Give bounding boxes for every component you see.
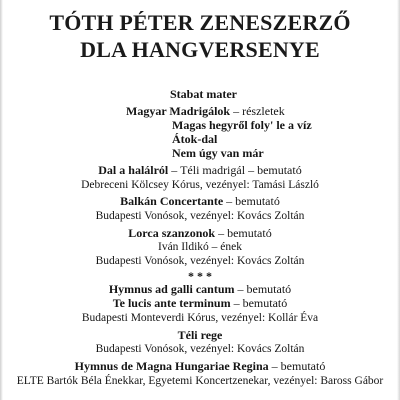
performer-lorca: Budapesti Vonósok, vezényel: Kovács Zoltán: [95, 255, 305, 267]
piece-hymnus-ad-galli-cantum: [0, 282, 400, 296]
separator: –: [168, 163, 181, 177]
madrigal-part-2: Átok-dal: [172, 132, 218, 146]
piece-note: – bemutató: [234, 282, 292, 296]
performer-teli: Budapesti Vonósok, vezényel: Kovács Zoltán: [95, 343, 305, 355]
performer-monteverdi: Budapesti Monteverdi Kórus, vezényel: Kollár Éva: [81, 312, 319, 324]
piece-title: Hymnus ad galli cantum: [108, 282, 235, 296]
piece-note: részletek: [242, 104, 285, 118]
singer-lorca: Iván Ildikó – ének: [158, 241, 242, 253]
piece-note: – bemutató: [230, 296, 288, 310]
piece-hymnus-de-magna-hungariae-regina: [0, 359, 400, 373]
piece-title: Magyar Madrigálok: [126, 104, 231, 118]
piece-balkan-concertante: [0, 194, 400, 208]
performer-dal: Debreceni Kölcsey Kórus, vezényel: Tamási László: [81, 179, 319, 191]
piece-subtitle: Téli madrigál: [180, 163, 246, 177]
page-title-line1: TÓTH PÉTER ZENESZERZŐ: [49, 10, 351, 35]
separator: –: [230, 104, 243, 118]
piece-note: – bemutató: [223, 194, 280, 208]
madrigal-part-3: Nem úgy van már: [172, 146, 264, 160]
piece-note: – bemutató: [245, 163, 302, 177]
piece-note: – bemutató: [268, 359, 326, 373]
piece-teli-rege: Téli rege: [177, 328, 223, 342]
piece-note: – bemutató: [215, 226, 272, 240]
piece-stabat-mater: Stabat mater: [170, 87, 237, 101]
piece-title: Balkán Concertante: [120, 194, 224, 208]
page-title-line2: DLA HANGVERSENYE: [80, 37, 320, 62]
performer-elte: ELTE Bartók Béla Énekkar, Egyetemi Koncertzenekar, vezényel: Baross Gábor: [16, 375, 384, 387]
piece-lorca-szanzonok: [0, 226, 400, 240]
section-divider-stars: * * *: [188, 269, 212, 283]
madrigal-part-1: Magas hegyről foly' le a víz: [172, 118, 312, 132]
piece-title: Hymnus de Magna Hungariae Regina: [74, 359, 269, 373]
piece-title: Lorca szanzonok: [128, 226, 216, 240]
piece-magyar-madrigalok: [126, 104, 285, 118]
piece-title: Dal a halálról: [98, 163, 169, 177]
performer-balkan: Budapesti Vonósok, vezényel: Kovács Zoltán: [95, 210, 305, 222]
piece-te-lucis-ante-terminum: [0, 296, 400, 310]
piece-dal-a-halalrol: [0, 163, 400, 177]
piece-title: Te lucis ante terminum: [112, 296, 231, 310]
